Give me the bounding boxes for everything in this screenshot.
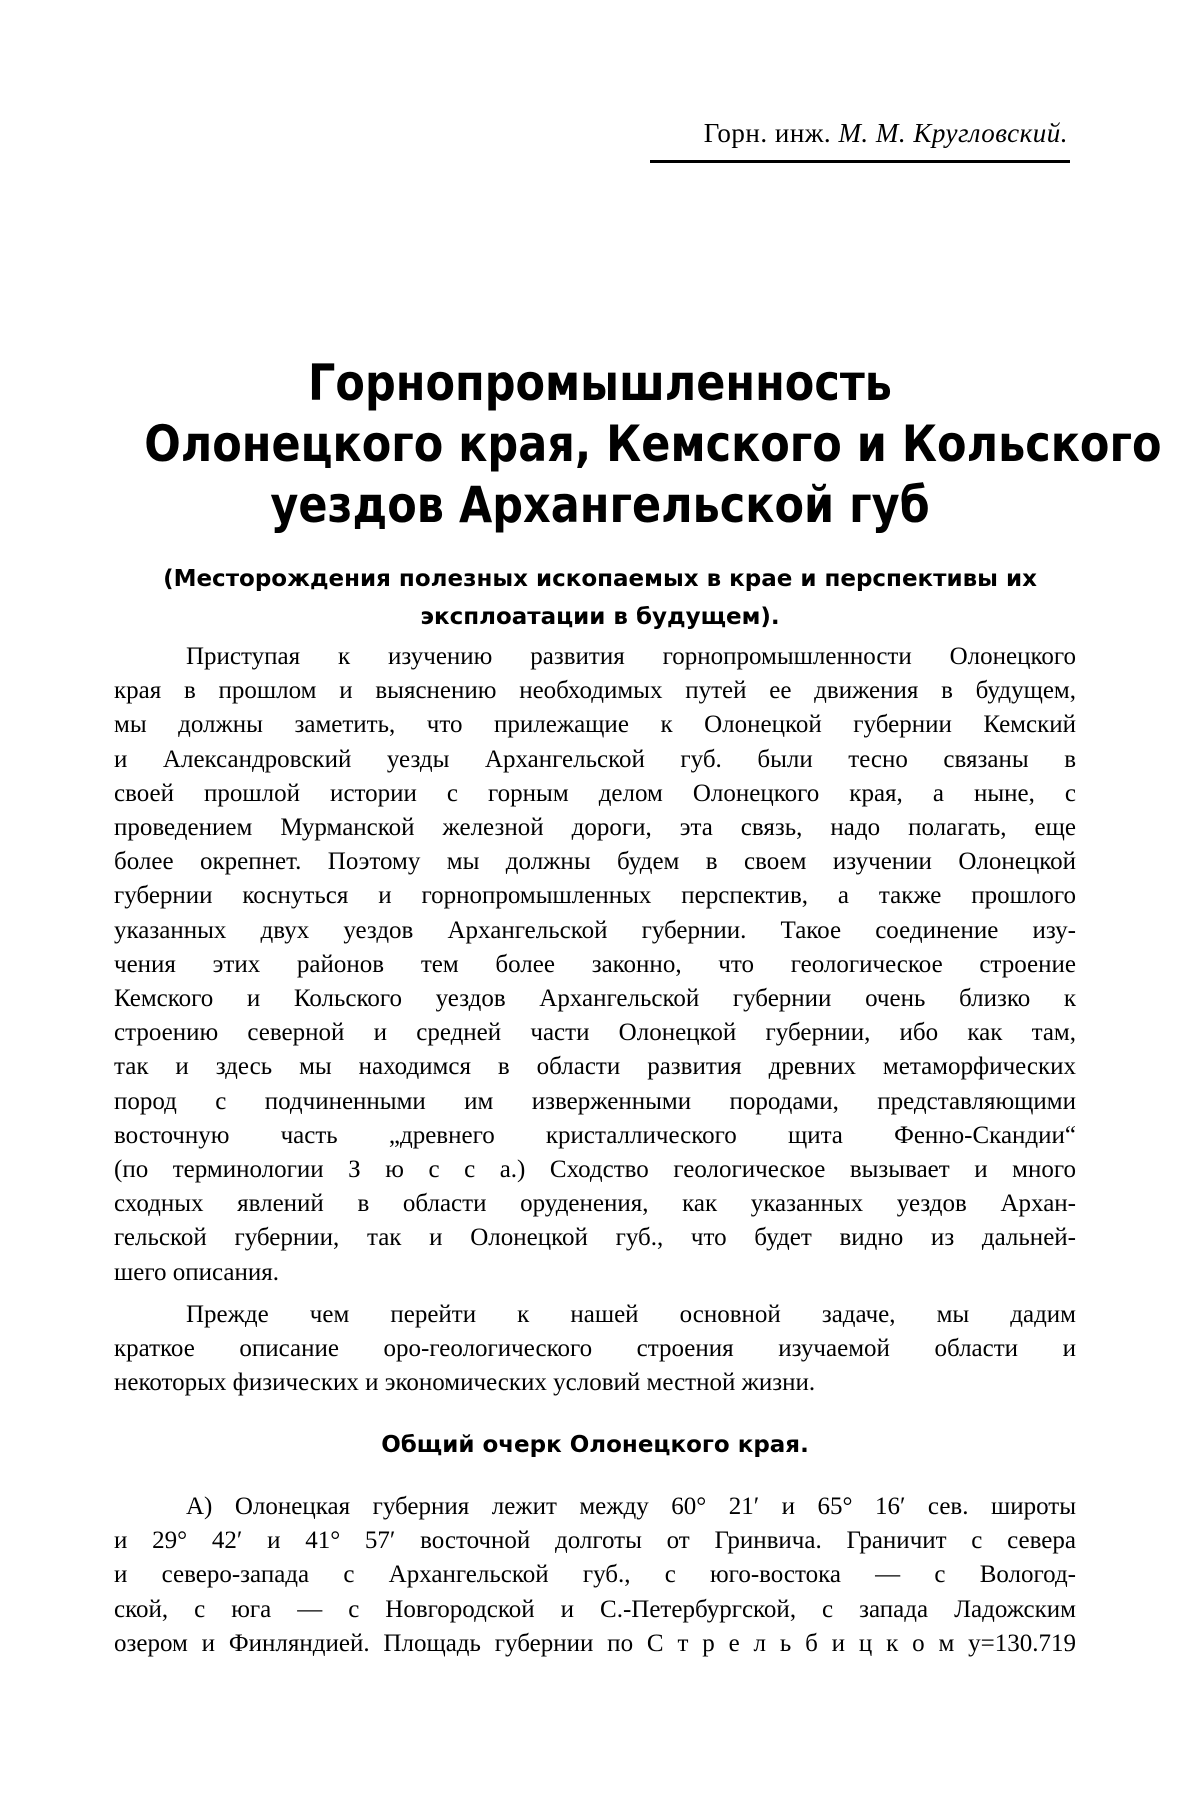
text-line: края в прошлом и выяснению необходимых путей ее движения в будущем, [114, 677, 1076, 705]
text-line: гельской губернии, так и Олонецкой губ., что будет видно из дальней- [114, 1224, 1076, 1252]
text-line: своей прошлой истории с горным делом Олонецкого края, а ныне, с [114, 779, 1076, 807]
article-subtitle: (Месторождения полезных ископаемых в крае и перспективы их эксплоатации в будущем). [163, 566, 1037, 630]
text-line: ской, с юга — с Новгородской и С.-Петербургской, с запада Ладожским [114, 1595, 1076, 1623]
text-line: восточную часть „древнего кристаллического щита Фенно-Скандии“ [114, 1121, 1076, 1149]
text-line: так и здесь мы находимся в области развития древних метаморфических [114, 1053, 1076, 1081]
text-line: пород с подчиненными им изверженными породами, представляющими [114, 1087, 1076, 1115]
text-line: краткое описание оро-геологического строения изучаемой области и [114, 1335, 1076, 1363]
body-paragraph [114, 1490, 1076, 1661]
text-line: строению северной и средней части Олонецкой губернии, ибо как там, [114, 1019, 1076, 1047]
text-line: чения этих районов тем более законно, что геологическое строение [114, 950, 1076, 978]
author-title: Горн. инж. [703, 118, 832, 148]
text-line: сходных явлений в области оруденения, как указанных уездов Архан- [114, 1190, 1076, 1218]
title-line: Горнопромышленность [308, 354, 892, 412]
text-line: (по терминологии З ю с с а.) Сходство геологическое вызывает и много [114, 1156, 1076, 1184]
text-line: А) Олонецкая губерния лежит между 60° 21′ и 65° 16′ сев. широты [186, 1493, 1076, 1520]
text-line: Кемского и Кольского уездов Архангельской губернии очень близко к [114, 985, 1076, 1013]
text-line: Приступая к изучению развития горнопромышленности Олонецкого [186, 643, 1076, 670]
text-line: указанных двух уездов Архангельской губернии. Такое соединение изу- [114, 916, 1076, 944]
author-byline [704, 118, 1068, 149]
body-paragraph [114, 1298, 1076, 1401]
byline-underline [650, 160, 1070, 163]
title-line: Олонецкого края, Кемского и Кольского [144, 415, 1162, 473]
text-line: проведением Мурманской железной дороги, эта связь, надо полагать, еще [114, 814, 1076, 842]
text-line: некоторых физических и экономических условий местной жизни. [114, 1369, 816, 1397]
title-line: уездов Архангельской губ [270, 476, 930, 534]
text-line: и 29° 42′ и 41° 57′ восточной долготы от Гринвича. Граничит с севера [114, 1527, 1076, 1555]
body-paragraph [114, 640, 1076, 1290]
author-name: М. М. Кругловский. [838, 118, 1068, 148]
text-line: и северо-запада с Архангельской губ., с юго-востока — с Вологод- [114, 1561, 1076, 1589]
article-title [144, 353, 1162, 536]
text-line: более окрепнет. Поэтому мы должны будем в своем изучении Олонецкой [114, 848, 1076, 876]
text-line: губернии коснуться и горнопромышленных перспектив, а также прошлого [114, 882, 1076, 910]
section-heading: Общий очерк Олонецкого края. [381, 1432, 809, 1458]
text-line: и Александровский уезды Архангельской губ. были тесно связаны в [114, 745, 1076, 773]
text-line: озером и Финляндией. Площадь губернии по С т р е л ь б и ц к о м у=130.719 [114, 1629, 1076, 1657]
text-line: Прежде чем перейти к нашей основной задаче, мы дадим [186, 1301, 1076, 1328]
text-line: мы должны заметить, что прилежащие к Олонецкой губернии Кемский [114, 711, 1076, 739]
text-line: шего описания. [114, 1258, 279, 1286]
